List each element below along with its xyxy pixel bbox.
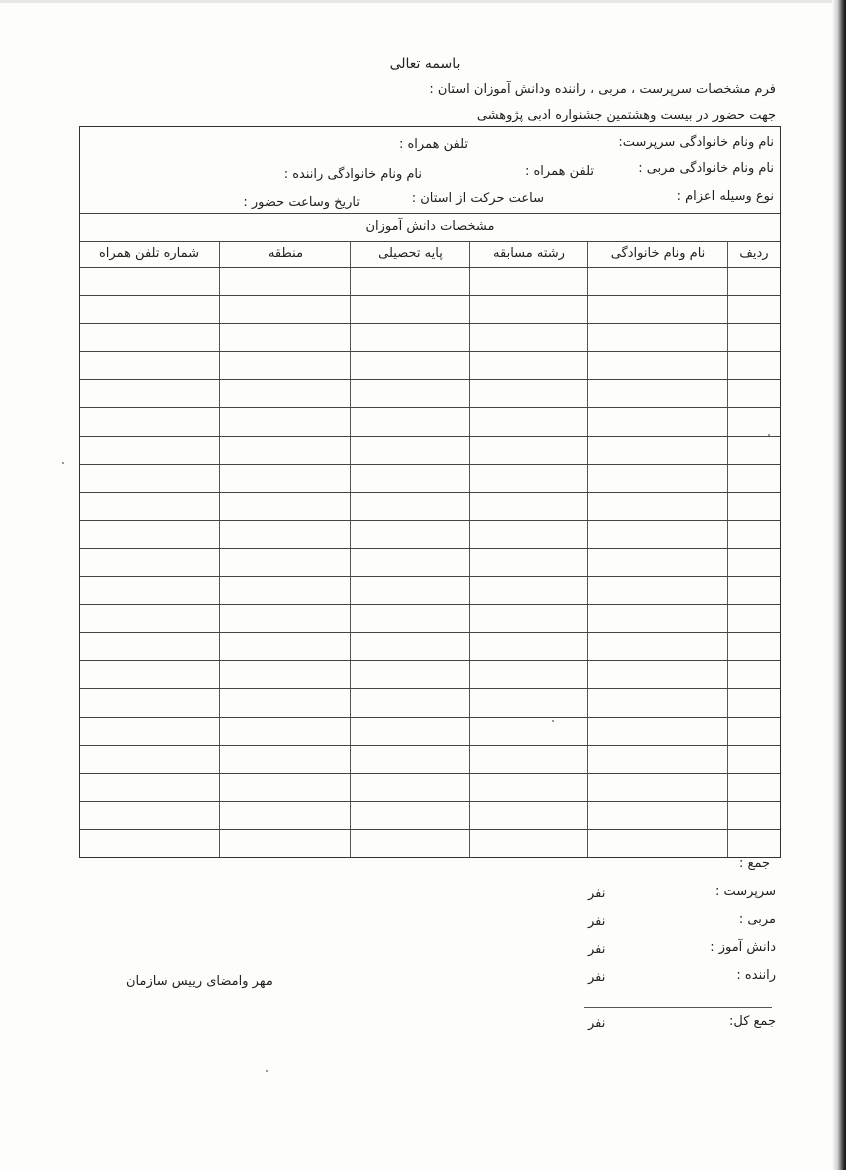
- table-row: [80, 632, 780, 633]
- table-row: [80, 717, 780, 718]
- column-divider: [727, 241, 728, 857]
- table-row: [80, 576, 780, 577]
- coach-name-label: نام ونام خانوادگی مربی :: [638, 161, 774, 176]
- section-divider: [80, 241, 780, 242]
- form-subheading: جهت حضور در بیست وهشتمین جشنواره ادبی پژوهشی: [476, 108, 776, 123]
- table-row: [80, 801, 780, 802]
- column-divider: [587, 241, 588, 857]
- table-row: [80, 436, 780, 437]
- table-row: [80, 745, 780, 746]
- scan-speck: [62, 462, 64, 464]
- column-divider: [219, 241, 220, 857]
- scan-speck: [768, 434, 770, 436]
- column-header: منطقه: [267, 246, 304, 261]
- table-row: [80, 323, 780, 324]
- column-header: نام ونام خانوادگی: [610, 246, 706, 261]
- table-row: [80, 295, 780, 296]
- table-row: [80, 773, 780, 774]
- table-row: [80, 379, 780, 380]
- scan-speck: [266, 1070, 268, 1072]
- totals-row-label: مربی :: [738, 912, 776, 927]
- form-heading: فرم مشخصات سرپرست ، مربی ، راننده ودانش آموزان استان :: [429, 82, 776, 97]
- totals-row-unit: نفر: [588, 914, 606, 929]
- totals-row-label: راننده :: [736, 968, 776, 983]
- totals-heading: جمع :: [739, 856, 770, 871]
- totals-row-label: دانش آموز :: [710, 940, 776, 955]
- column-header: پایه تحصیلی: [378, 246, 443, 261]
- table-row: [80, 829, 780, 830]
- column-divider: [350, 241, 351, 857]
- table-row: [80, 464, 780, 465]
- column-header: ردیف: [739, 246, 769, 261]
- table-row: [80, 351, 780, 352]
- totals-row-label: سرپرست :: [714, 884, 776, 899]
- scan-speck: [552, 720, 554, 722]
- totals-row-unit: نفر: [588, 886, 606, 901]
- form-box: [79, 126, 781, 858]
- column-header: رشته مسابقه: [493, 246, 565, 261]
- signature-label: مهر وامضای رییس سازمان: [126, 974, 273, 989]
- departure-time-label: ساعت حرکت از استان :: [411, 191, 544, 206]
- info-divider: [80, 213, 780, 214]
- table-row: [80, 407, 780, 408]
- coach-phone-label: تلفن همراه :: [524, 164, 594, 179]
- table-row: [80, 660, 780, 661]
- totals-row-unit: نفر: [588, 942, 606, 957]
- table-row: [80, 604, 780, 605]
- table-row: [80, 548, 780, 549]
- scan-right-edge: [832, 0, 846, 1170]
- arrival-datetime-label: تاریخ وساعت حضور :: [243, 195, 360, 210]
- grand-total-divider: [584, 1007, 772, 1008]
- table-row: [80, 688, 780, 689]
- grand-total-label: جمع کل:: [728, 1014, 776, 1029]
- supervisor-phone-label: تلفن همراه :: [398, 137, 468, 152]
- table-row: [80, 492, 780, 493]
- scan-top-edge: [0, 0, 846, 3]
- grand-total-unit: نفر: [588, 1016, 606, 1031]
- driver-name-label: نام ونام خانوادگی راننده :: [283, 167, 422, 182]
- vehicle-type-label: نوع وسیله اعزام :: [676, 189, 774, 204]
- table-row: [80, 520, 780, 521]
- column-divider: [469, 241, 470, 857]
- column-header: شماره تلفن همراه: [98, 246, 200, 261]
- header-bottom-line: [80, 267, 780, 268]
- students-section-title: مشخصات دانش آموزان: [365, 219, 495, 234]
- supervisor-name-label: نام ونام خانوادگی سرپرست:: [618, 135, 774, 150]
- page-title: باسمه تعالی: [389, 56, 461, 72]
- totals-row-unit: نفر: [588, 970, 606, 985]
